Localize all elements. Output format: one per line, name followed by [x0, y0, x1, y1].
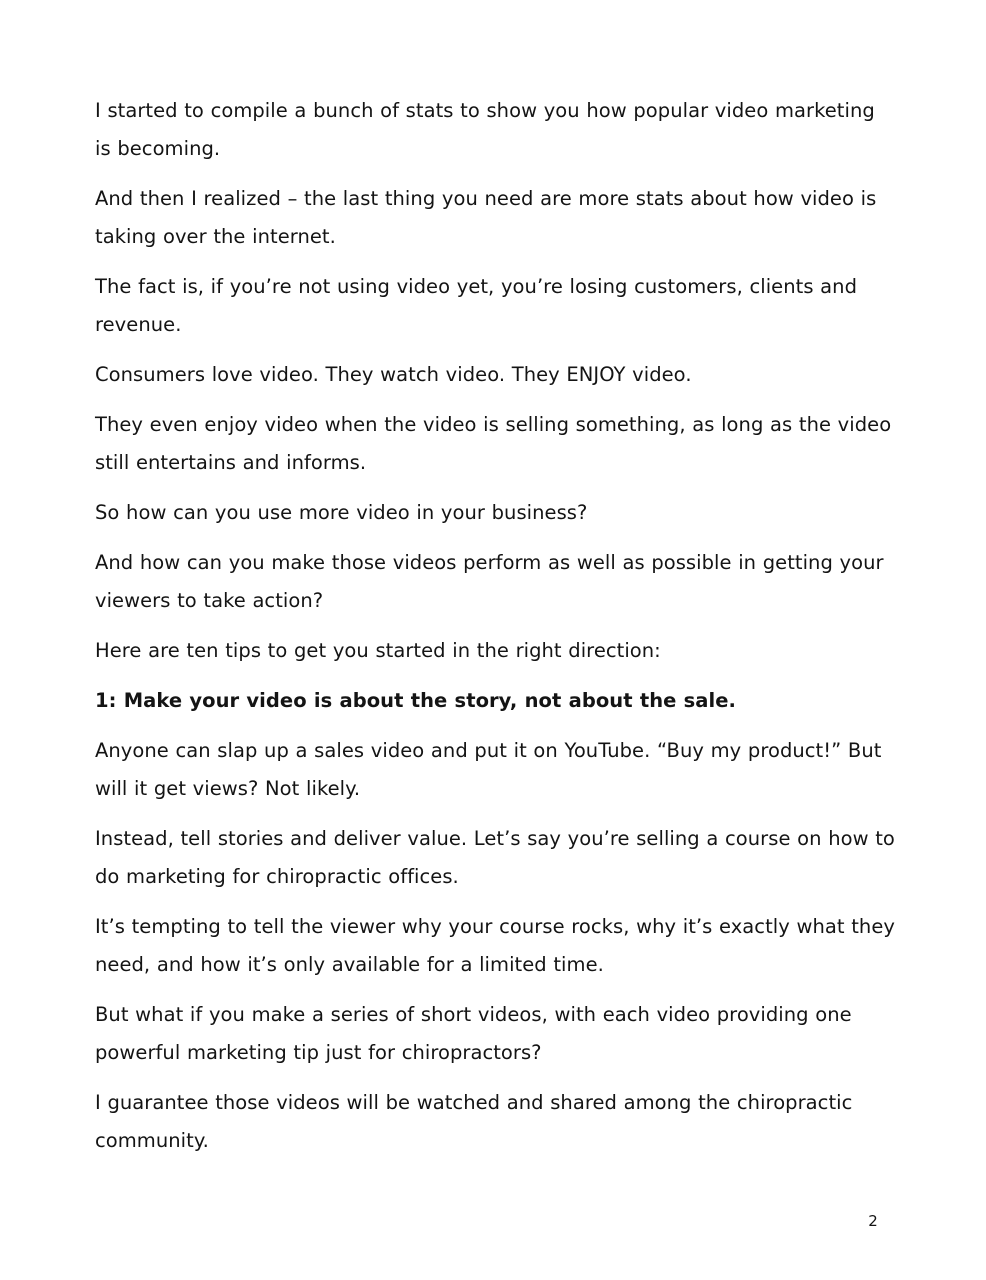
paragraph-enjoy-selling: They even enjoy video when the video is selling something, as long as the video still entertains and informs.: [95, 413, 892, 474]
paragraph-ten-tips: Here are ten tips to get you started in the right direction:: [95, 639, 661, 662]
paragraph-sales-video: Anyone can slap up a sales video and put it on YouTube. “Buy my product!” But will it get views? Not likely.: [95, 739, 882, 800]
paragraph-guarantee: I guarantee those videos will be watched and shared among the chiropractic community.: [95, 1091, 853, 1152]
tip-1-heading: 1: Make your video is about the story, not about the sale.: [95, 689, 736, 712]
paragraph-consumers: Consumers love video. They watch video. They ENJOY video.: [95, 363, 692, 386]
page-number: 2: [868, 1212, 878, 1230]
paragraph-short-videos: But what if you make a series of short videos, with each video providing one powerful marketing tip just for chiropractors?: [95, 1003, 852, 1064]
page-body: [95, 92, 895, 1172]
paragraph-video-stats: I started to compile a bunch of stats to show you how popular video marketing is becoming.: [95, 99, 875, 160]
paragraph-tell-stories: Instead, tell stories and deliver value. Let’s say you’re selling a course on how to do marketing for chiropractic offices.: [95, 827, 895, 888]
paragraph-question-action: And how can you make those videos perform as well as possible in getting your viewers to take action?: [95, 551, 884, 612]
paragraph-tempting: It’s tempting to tell the viewer why your course rocks, why it’s exactly what they need, and how it’s only available for a limited time.: [95, 915, 895, 976]
paragraph-fact: The fact is, if you’re not using video yet, you’re losing customers, clients and revenue.: [95, 275, 858, 336]
paragraph-question-business: So how can you use more video in your business?: [95, 501, 588, 524]
paragraph-realized: And then I realized – the last thing you need are more stats about how video is taking over the internet.: [95, 187, 877, 248]
